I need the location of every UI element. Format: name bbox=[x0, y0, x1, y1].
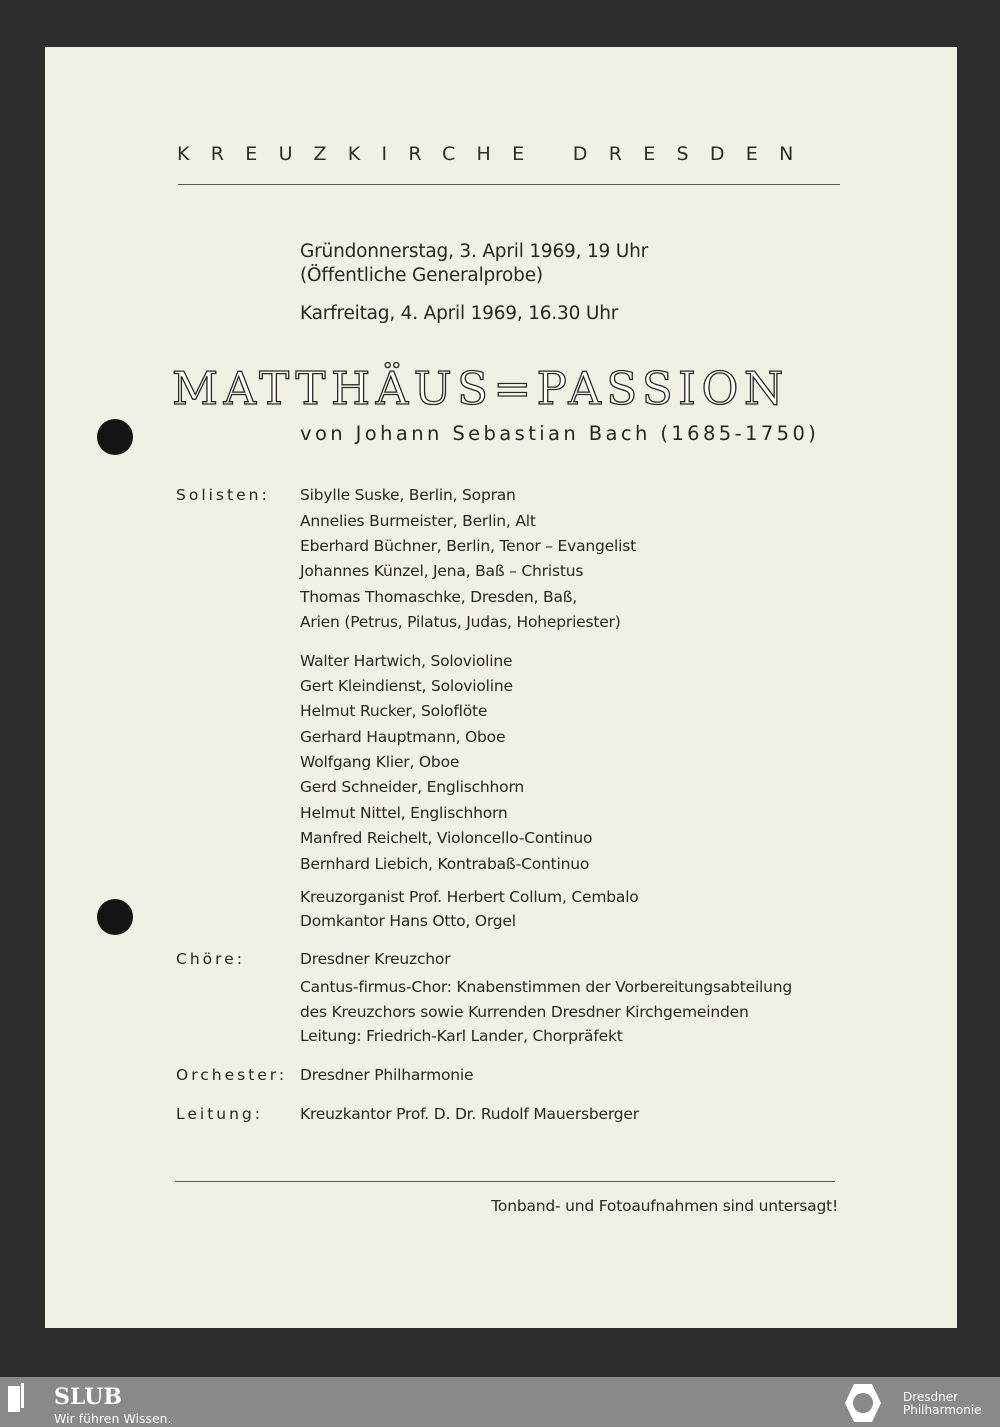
slub-logo-text[interactable]: SLUB bbox=[54, 1384, 122, 1410]
list-item: Helmut Nittel, Englischhorn bbox=[300, 804, 508, 822]
recording-notice: Tonband- und Fotoaufnahmen sind untersagt! bbox=[491, 1197, 838, 1215]
date-line: (Öffentliche Generalprobe) bbox=[300, 265, 543, 286]
footer-bar bbox=[0, 1377, 1000, 1427]
date-line: Gründonnerstag, 3. April 1969, 19 Uhr bbox=[300, 241, 649, 262]
list-item: Cantus-firmus-Chor: Knabenstimmen der Vorbereitungsabteilung bbox=[300, 978, 793, 996]
list-item: Dresdner Kreuzchor bbox=[300, 950, 451, 968]
label-leitung: Leitung: bbox=[176, 1105, 263, 1123]
list-item: Gerd Schneider, Englischhorn bbox=[300, 778, 524, 796]
church-header: KREUZKIRCHE DRESDEN bbox=[177, 143, 815, 165]
list-item: Gert Kleindienst, Solovioline bbox=[300, 677, 513, 695]
partner-line-1: Dresdner bbox=[903, 1390, 959, 1404]
composer-subtitle: von Johann Sebastian Bach (1685-1750) bbox=[300, 422, 820, 445]
footer-rule bbox=[175, 1181, 835, 1182]
list-item: Johannes Künzel, Jena, Baß – Christus bbox=[300, 562, 584, 580]
list-item: Leitung: Friedrich-Karl Lander, Chorpräfekt bbox=[300, 1027, 623, 1045]
label-choere: Chöre: bbox=[176, 950, 245, 968]
slub-logo-icon bbox=[21, 1383, 24, 1408]
list-item: Kreuzorganist Prof. Herbert Collum, Cembalo bbox=[300, 888, 639, 906]
list-item: Wolfgang Klier, Oboe bbox=[300, 753, 460, 771]
slub-tagline: Wir führen Wissen. bbox=[54, 1411, 172, 1426]
list-item: Eberhard Büchner, Berlin, Tenor – Evangelist bbox=[300, 537, 636, 555]
orchestra-name: Dresdner Philharmonie bbox=[300, 1066, 474, 1084]
list-item: Bernhard Liebich, Kontrabaß-Continuo bbox=[300, 855, 590, 873]
list-item: Arien (Petrus, Pilatus, Judas, Hohepriester) bbox=[300, 613, 621, 631]
list-item: des Kreuzchors sowie Kurrenden Dresdner Kirchgemeinden bbox=[300, 1003, 749, 1021]
punch-hole bbox=[97, 419, 133, 455]
list-item: Annelies Burmeister, Berlin, Alt bbox=[300, 512, 536, 530]
label-solisten: Solisten: bbox=[176, 486, 270, 504]
date-line: Karfreitag, 4. April 1969, 16.30 Uhr bbox=[300, 303, 619, 324]
list-item: Manfred Reichelt, Violoncello-Continuo bbox=[300, 829, 593, 847]
philharmonie-logo-icon bbox=[844, 1383, 882, 1423]
list-item: Gerhard Hauptmann, Oboe bbox=[300, 728, 506, 746]
partner-line-2: Philharmonie bbox=[903, 1403, 982, 1417]
header-rule bbox=[178, 184, 840, 185]
label-orchester: Orchester: bbox=[176, 1066, 288, 1084]
list-item: Domkantor Hans Otto, Orgel bbox=[300, 912, 516, 930]
conductor-name: Kreuzkantor Prof. D. Dr. Rudolf Mauersberger bbox=[300, 1105, 639, 1123]
list-item: Thomas Thomaschke, Dresden, Baß, bbox=[300, 588, 578, 606]
page-title: MATTHÄUS=PASSION bbox=[172, 362, 789, 415]
punch-hole bbox=[97, 899, 133, 935]
slub-logo-icon bbox=[8, 1386, 20, 1412]
list-item: Walter Hartwich, Solovioline bbox=[300, 652, 513, 670]
list-item: Helmut Rucker, Soloflöte bbox=[300, 702, 488, 720]
list-item: Sibylle Suske, Berlin, Sopran bbox=[300, 486, 516, 504]
partner-logo-text[interactable] bbox=[903, 1391, 982, 1417]
